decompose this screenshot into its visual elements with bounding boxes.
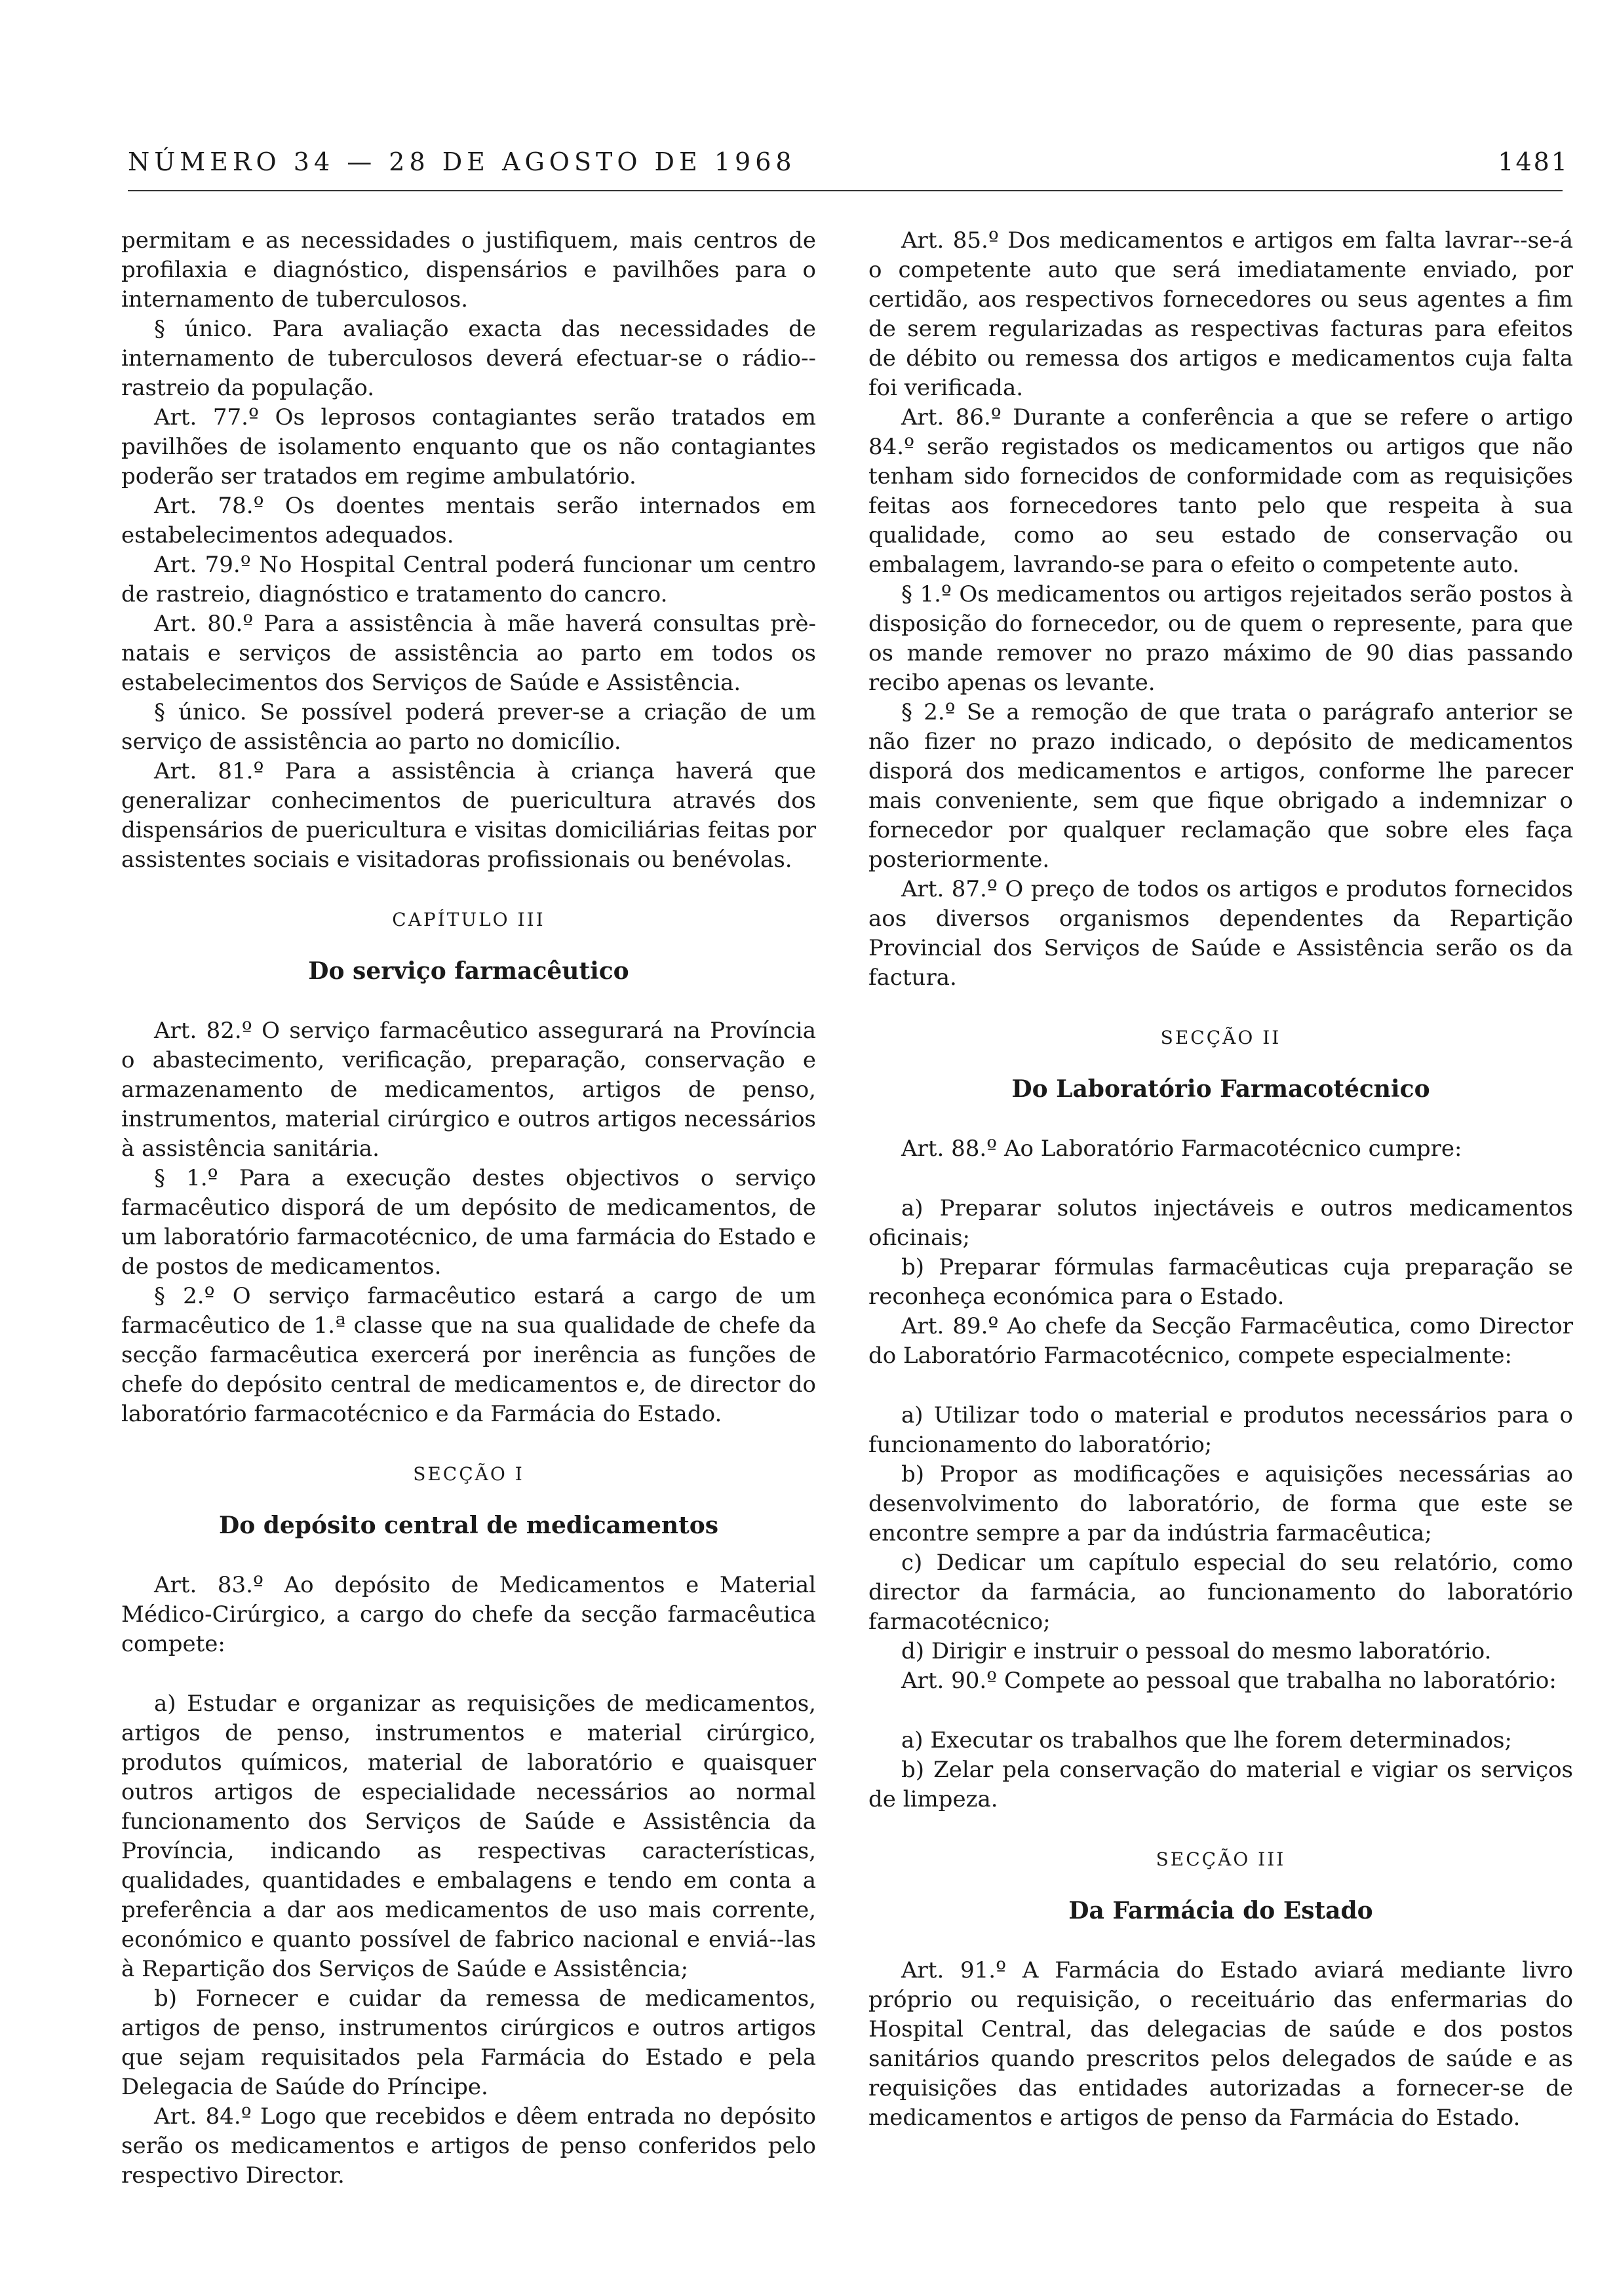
- list-item: d) Dirigir e instruir o pessoal do mesmo laboratório.: [901, 1638, 1492, 1664]
- article-85: Art. 85.º Dos medicamentos e artigos em falta lavrar--se-á o competente auto que será imediatamente enviado, por certidão, aos respectivos fornecedores ou seus agentes a fim de serem regularizadas as respectivas facturas para efeitos de débito ou remessa dos artigos e medicamentos cuja falta foi verificada.: [868, 227, 1573, 401]
- page-header: [128, 141, 1569, 187]
- paragraph: § 1.º Para a execução destes objectivos o serviço farmacêutico disporá de um depósito de medicamentos, de um laboratório farmacotécnico, de uma farmácia do Estado e de postos de medicamentos.: [121, 1165, 816, 1280]
- chapter-label: CAPÍTULO III: [392, 909, 545, 930]
- paragraph: permitam e as necessidades o justifiquem, mais centros de profilaxia e diagnóstico, dispensários e pavilhões para o internamento de tuberculosos.: [121, 227, 816, 313]
- article-77: Art. 77.º Os leprosos contagiantes serão tratados em pavilhões de isolamento enquanto que os não contagiantes poderão ser tratados em regime ambulatório.: [121, 404, 816, 489]
- list-item: a) Executar os trabalhos que lhe forem determinados;: [901, 1727, 1512, 1753]
- article-82: Art. 82.º O serviço farmacêutico assegurará na Província o abastecimento, verificação, preparação, conservação e armazenamento de medicamentos, artigos de penso, instrumentos, material cirúrgico e outros artigos necessários à assistência sanitária.: [121, 1018, 816, 1162]
- section-label: SECÇÃO I: [413, 1463, 524, 1485]
- article-79: Art. 79.º No Hospital Central poderá funcionar um centro de rastreio, diagnóstico e tratamento do cancro.: [121, 552, 816, 607]
- article-80: Art. 80.º Para a assistência à mãe haverá consultas prè-natais e serviços de assistência ao parto em todos os estabelecimentos dos Serviços de Saúde e Assistência.: [121, 611, 816, 696]
- section-title: Do depósito central de medicamentos: [218, 1512, 719, 1539]
- section-label: SECÇÃO III: [1156, 1848, 1286, 1870]
- list-item: a) Estudar e organizar as requisições de medicamentos, artigos de penso, instrumentos e material cirúrgico, produtos químicos, material de laboratório e quaisquer outros artigos de especialidade necessários ao normal funcionamento dos Serviços de Saúde e Assistência da Província, indicando as respectivas características, qualidades, quantidades e embalagens e tendo em conta a preferência a dar aos medicamentos de uso mais corrente, económico e quanto possível de fabrico nacional e enviá--las à Repartição dos Serviços de Saúde e Assistência;: [121, 1691, 816, 1982]
- article-88: Art. 88.º Ao Laboratório Farmacotécnico cumpre:: [901, 1136, 1462, 1162]
- paragraph: § 2.º O serviço farmacêutico estará a cargo de um farmacêutico de 1.ª classe que na sua qualidade de chefe da secção farmacêutica exercerá por inerência as funções de chefe do depósito central de medicamentos e, de director do laboratório farmacotécnico e da Farmácia do Estado.: [121, 1283, 816, 1427]
- left-column: [121, 226, 816, 2191]
- article-90: Art. 90.º Compete ao pessoal que trabalha no laboratório:: [901, 1668, 1557, 1694]
- right-column: [868, 226, 1573, 2133]
- chapter-title: Do serviço farmacêutico: [308, 957, 629, 985]
- list-item: b) Preparar fórmulas farmacêuticas cuja preparação se reconheça económica para o Estado.: [868, 1254, 1573, 1310]
- list-item: b) Fornecer e cuidar da remessa de medicamentos, artigos de penso, instrumentos cirúrgicos e outros artigos que sejam requisitados pela Farmácia do Estado e pela Delegacia de Saúde do Príncipe.: [121, 1985, 816, 2100]
- list-item: b) Zelar pela conservação do material e vigiar os serviços de limpeza.: [868, 1757, 1573, 1812]
- article-91: Art. 91.º A Farmácia do Estado aviará mediante livro próprio ou requisição, o receituário das enfermarias do Hospital Central, das delegacias de saúde e dos postos sanitários quando prescritos pelos delegados de saúde e as requisições das entidades autorizadas a fornecer-se de medicamentos e artigos de penso da Farmácia do Estado.: [868, 1957, 1573, 2131]
- header-rule: [128, 190, 1563, 191]
- article-78: Art. 78.º Os doentes mentais serão internados em estabelecimentos adequados.: [121, 493, 816, 548]
- page-number: 1481: [1498, 147, 1569, 176]
- article-81: Art. 81.º Para a assistência à criança haverá que generalizar conhecimentos de puericultura através dos dispensários de puericultura e visitas domiciliárias feitas por assistentes sociais e visitadoras profissionais ou benévolas.: [121, 758, 816, 873]
- article-84: Art. 84.º Logo que recebidos e dêem entrada no depósito serão os medicamentos e artigos de penso conferidos pelo respectivo Director.: [121, 2103, 816, 2189]
- section-label: SECÇÃO II: [1160, 1027, 1281, 1048]
- article-86: Art. 86.º Durante a conferência a que se refere o artigo 84.º serão registados os medicamentos ou artigos que não tenham sido fornecidos de conformidade com as requisições feitas aos fornecedores tanto pelo que respeita à sua qualidade, como ao seu estado de conservação ou embalagem, lavrando-se para o efeito o competente auto.: [868, 404, 1573, 578]
- list-item: a) Preparar solutos injectáveis e outros medicamentos oficinais;: [868, 1195, 1573, 1251]
- section-title: Do Laboratório Farmacotécnico: [1011, 1075, 1430, 1103]
- paragraph: § único. Para avaliação exacta das necessidades de internamento de tuberculosos deverá efectuar-se o rádio--rastreio da população.: [121, 316, 816, 401]
- paragraph: § 2.º Se a remoção de que trata o parágrafo anterior se não fizer no prazo indicado, o depósito de medicamentos disporá dos medicamentos e artigos, conforme lhe parecer mais conveniente, sem que fique obrigado a indemnizar o fornecedor por qualquer reclamação que sobre eles faça posteriormente.: [868, 699, 1573, 873]
- article-87: Art. 87.º O preço de todos os artigos e produtos fornecidos aos diversos organismos dependentes da Repartição Provincial dos Serviços de Saúde e Assistência serão os da factura.: [868, 876, 1573, 991]
- list-item: c) Dedicar um capítulo especial do seu relatório, como director da farmácia, ao funcionamento do laboratório farmacotécnico;: [868, 1550, 1573, 1635]
- list-item: b) Propor as modificações e aquisições necessárias ao desenvolvimento do laboratório, de forma que este se encontre sempre a par da indústria farmacêutica;: [868, 1461, 1573, 1546]
- issue-date-header: NÚMERO 34 — 28 DE AGOSTO DE 1968: [128, 147, 796, 176]
- paragraph: § único. Se possível poderá prever-se a criação de um serviço de assistência ao parto no domicílio.: [121, 699, 816, 755]
- paragraph: § 1.º Os medicamentos ou artigos rejeitados serão postos à disposição do fornecedor, ou de quem o represente, para que os mande remover no prazo máximo de 90 dias passando recibo apenas os levante.: [868, 581, 1573, 696]
- article-89: Art. 89.º Ao chefe da Secção Farmacêutica, como Director do Laboratório Farmacotécnico, compete especialmente:: [868, 1313, 1573, 1369]
- section-title: Da Farmácia do Estado: [1068, 1897, 1373, 1924]
- list-item: a) Utilizar todo o material e produtos necessários para o funcionamento do laboratório;: [868, 1402, 1573, 1458]
- article-83: Art. 83.º Ao depósito de Medicamentos e Material Médico-Cirúrgico, a cargo do chefe da secção farmacêutica compete:: [121, 1572, 816, 1657]
